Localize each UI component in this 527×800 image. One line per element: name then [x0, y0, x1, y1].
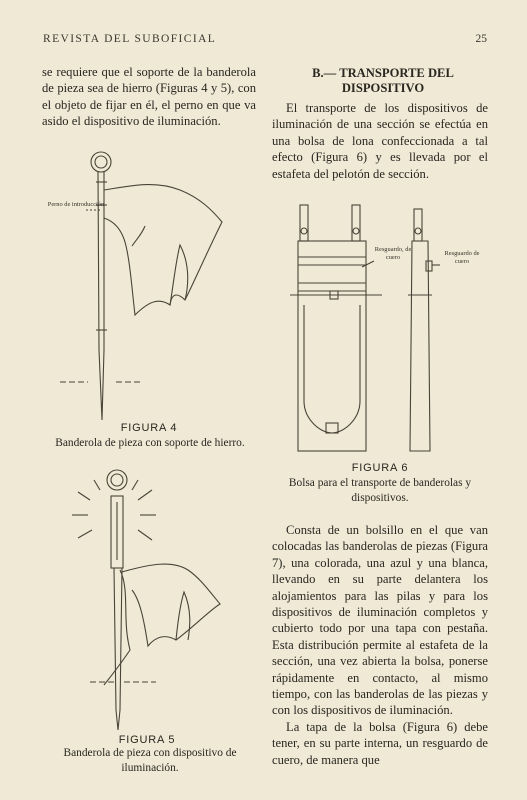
- magazine-title: REVISTA DEL SUBOFICIAL: [43, 33, 217, 45]
- figure-5-illustration: [60, 460, 260, 730]
- figure-4-caption: Banderola de pieza con soporte de hierro.: [55, 437, 245, 449]
- paragraph-consta: Consta de un bolsillo en el que van colocadas las banderolas de piezas (Figura 7), una colorada, una azul y una blanca, llevando en su parte delantera los alojamientos para las pilas y para los dispositivos de iluminación completos y cubierto todo por una tapa con pestaña. Esta distribución permite al estafeta de la sección, una vez abierta la bolsa, ponerse rápidamente en contacto, al mismo tiempo, con las banderolas de las piezas y con los dispositivos de iluminación.: [272, 523, 488, 718]
- figure-4-callout: Perno de introducción: [47, 201, 105, 208]
- figure-6-caption: Bolsa para el transporte de banderolas y dispositivos.: [288, 477, 472, 504]
- page-header: [43, 33, 487, 45]
- figure-5-caption: Banderola de pieza con dispositivo de iluminación.: [63, 747, 237, 774]
- paragraph-transporte: El transporte de los dispositivos de iluminación de una sección se efectúa en una bolsa de lona confeccionada a tal efecto (Figura 6) y es llevada por el estafeta del pelotón de sección.: [272, 101, 488, 181]
- figure-6-illustration: [290, 205, 470, 455]
- right-column-intro: [272, 100, 488, 182]
- paragraph-tapa: La tapa de la bolsa (Figura 6) debe tener, en su parte interna, un resguardo de cuero, de manera que: [272, 719, 488, 767]
- figure-4-illustration: [40, 150, 240, 410]
- paragraph-soporte: se requiere que el soporte de la banderola de pieza sea de hierro (Figuras 4 y 5), con el objeto de fijar en él, el perno en que va asido el dispositivo de iluminación.: [42, 65, 256, 129]
- right-column-body: [272, 522, 488, 768]
- figure-6-label: FIGURA 6: [351, 462, 409, 474]
- figure-4-label: FIGURA 4: [120, 422, 178, 434]
- figure-6-callout-left: Resguardo, de cuero: [374, 246, 412, 261]
- figure-5-label: FIGURA 5: [118, 734, 176, 746]
- page-number: 25: [475, 33, 487, 45]
- left-column-text: [42, 64, 256, 130]
- section-title: B.— TRANSPORTE DEL DISPOSITIVO: [312, 66, 454, 95]
- figure-6-callout-right: Resguardo de cuero: [444, 250, 480, 265]
